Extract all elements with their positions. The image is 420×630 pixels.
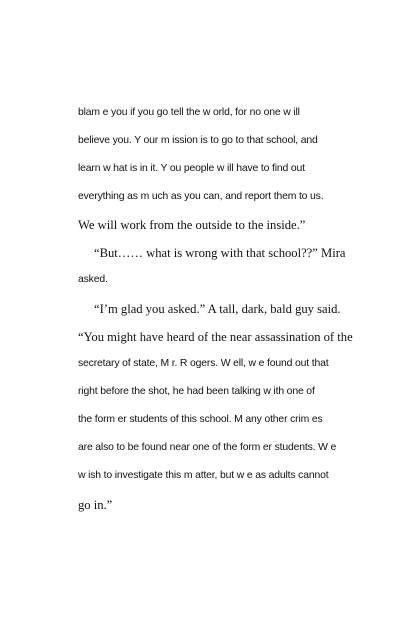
text-line-13: are also to be found near one of the form er students. W e — [78, 442, 337, 453]
text-line-6: “But…… what is wrong with that school??” Mira — [94, 246, 346, 260]
text-line-5: We will work from the outside to the inside.” — [78, 218, 306, 232]
text-line-10: secretary of state, M r. R ogers. W ell, w e found out that — [78, 358, 329, 369]
text-line-12: the form er students of this school. M any other crim es — [78, 414, 323, 425]
text-line-7: asked. — [78, 274, 108, 285]
text-line-9: “You might have heard of the near assassination of the — [78, 330, 353, 344]
text-line-14: w ish to investigate this m atter, but w e as adults cannot — [78, 470, 329, 481]
text-line-8: “I’m glad you asked.” A tall, dark, bald guy said. — [94, 302, 341, 316]
text-line-3: learn w hat is in it. Y ou people w ill have to find out — [78, 163, 305, 174]
text-line-15: go in.” — [78, 498, 113, 512]
text-line-1: blam e you if you go tell the w orld, for no one w ill — [78, 107, 300, 118]
text-line-4: everything as m uch as you can, and report them to us. — [78, 191, 324, 202]
text-line-11: right before the shot, he had been talking w ith one of — [78, 386, 315, 397]
text-line-2: believe you. Y our m ission is to go to that school, and — [78, 135, 318, 146]
